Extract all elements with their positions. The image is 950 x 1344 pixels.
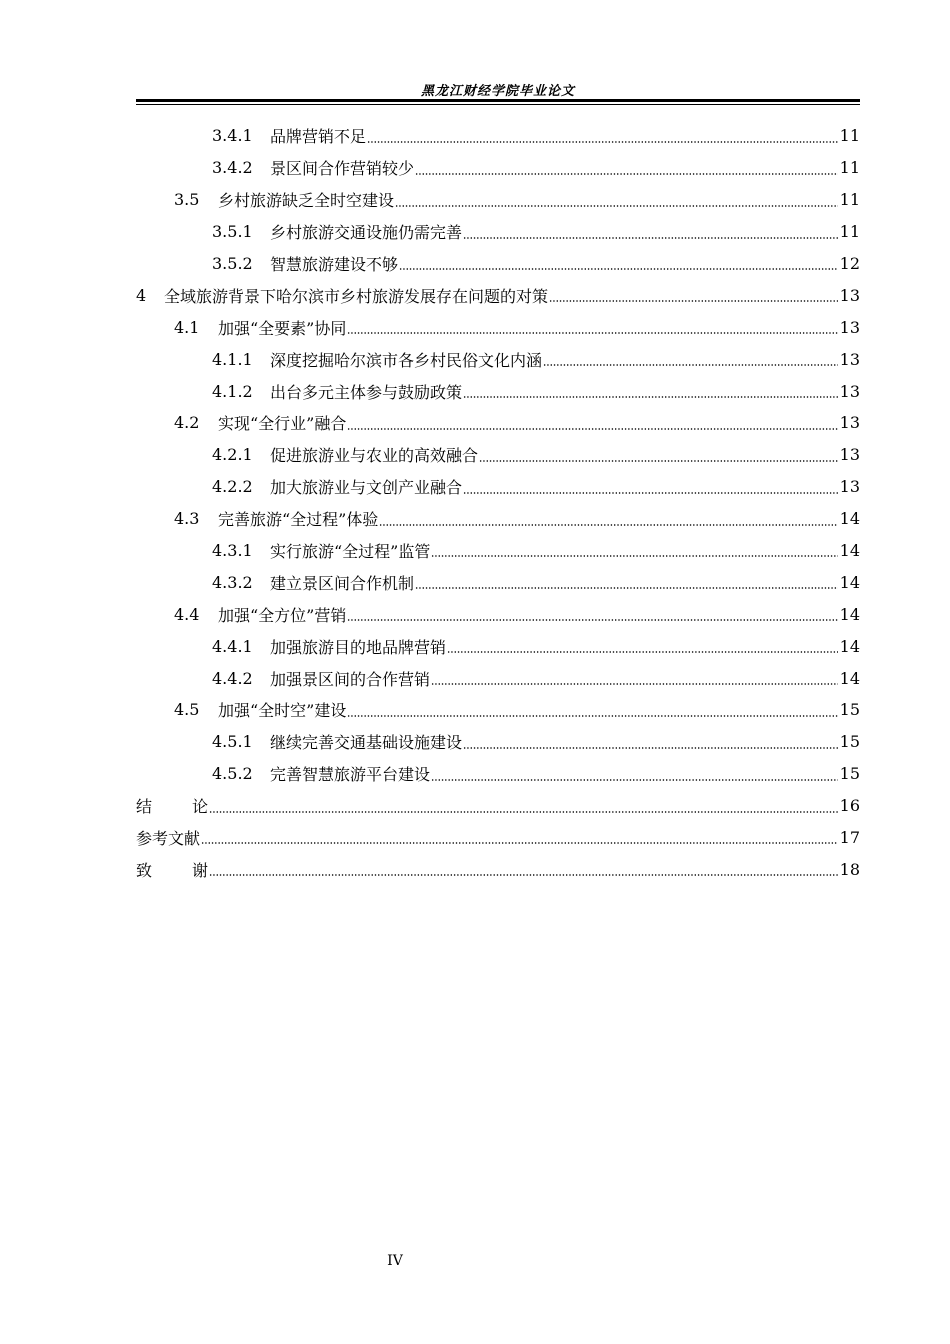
toc-number: 4.3 [174,509,200,529]
toc-title: 加强“全时空”建设 [218,701,347,721]
toc-leader [549,300,838,302]
toc-title-char: 论 [192,797,209,817]
toc-leader [379,524,837,526]
toc-leader [347,619,837,621]
toc-page: 14 [839,668,860,688]
toc-title: 完善旅游“全过程”体验 [218,510,379,530]
toc-leader [209,874,838,876]
toc-title-char: 结 [136,797,153,817]
toc-number: 4.3.2 [212,572,253,592]
toc-entry[interactable] [136,311,860,343]
toc-number: 4.4.1 [212,636,253,656]
toc-entry[interactable] [136,184,860,216]
toc-title: 完善智慧旅游平台建设 [270,765,431,785]
toc-title: 建立景区间合作机制 [270,573,415,593]
toc-entry[interactable] [136,407,860,439]
toc-page: 13 [839,413,860,433]
header-rule-thick [136,99,860,102]
toc-number: 4.1 [174,317,200,337]
toc-page: 13 [839,445,860,465]
toc-page: 13 [839,317,860,337]
toc-entry[interactable] [136,152,860,184]
toc-entry-references[interactable] [136,822,860,854]
toc-page: 14 [839,572,860,592]
toc-page: 14 [839,541,860,561]
toc-entry[interactable] [136,120,860,152]
toc-entry[interactable] [136,375,860,407]
toc-number: 4.5.2 [212,764,253,784]
toc-number: 3.5 [174,190,200,210]
toc-number: 4.2 [174,413,200,433]
toc-number: 4.5.1 [212,732,253,752]
toc-page: 15 [839,732,860,752]
toc-entry[interactable] [136,726,860,758]
document-header-title: 黑龙江财经学院毕业论文 [420,84,575,99]
toc-title: 加强“全要素”协同 [218,318,347,338]
table-of-contents [136,120,860,885]
toc-title: 促进旅游业与农业的高效融合 [270,446,479,466]
toc-entry[interactable] [136,566,860,598]
toc-entry[interactable] [136,216,860,248]
toc-leader [431,555,837,557]
toc-entry[interactable] [136,630,860,662]
toc-page: 13 [839,285,860,305]
toc-leader [479,460,838,462]
toc-entry[interactable] [136,503,860,535]
toc-leader [399,268,838,270]
toc-title: 景区间合作营销较少 [270,159,415,179]
toc-entry[interactable] [136,471,860,503]
toc-title: 实行旅游“全过程”监管 [270,542,431,562]
toc-number: 3.5.1 [212,222,253,242]
toc-number: 4 [136,285,147,305]
toc-page: 11 [839,222,860,242]
toc-title: 加大旅游业与文创产业融合 [270,478,463,498]
toc-entry[interactable] [136,758,860,790]
toc-page: 15 [839,700,860,720]
toc-title: 全域旅游背景下哈尔滨市乡村旅游发展存在问题的对策 [164,286,549,306]
toc-page: 13 [839,477,860,497]
toc-leader [543,364,838,366]
toc-entry-conclusion[interactable] [136,790,860,822]
page-number: IV [387,1253,403,1269]
toc-title: 加强“全方位”营销 [218,605,347,625]
toc-number: 3.4.2 [212,158,253,178]
toc-number: 4.3.1 [212,541,253,561]
toc-leader [201,842,838,844]
toc-page: 11 [839,158,860,178]
toc-leader [463,492,838,494]
toc-number: 4.4 [174,604,200,624]
toc-leader [463,396,838,398]
toc-title: 乡村旅游交通设施仍需完善 [270,223,463,243]
toc-entry[interactable] [136,535,860,567]
toc-leader [367,141,838,143]
toc-page: 12 [839,254,860,273]
toc-leader [347,428,837,430]
toc-title: 智慧旅游建设不够 [270,255,399,274]
toc-entry[interactable] [136,598,860,630]
toc-entry-acknowledgements[interactable] [136,853,860,885]
toc-leader [447,651,838,653]
toc-title: 继续完善交通基础设施建设 [270,733,463,753]
toc-number: 4.4.2 [212,668,253,688]
toc-page: 14 [839,604,860,624]
toc-number: 3.4.1 [212,126,253,146]
toc-title: 加强景区间的合作营销 [270,669,431,689]
toc-entry[interactable] [136,343,860,375]
toc-title: 深度挖掘哈尔滨市各乡村民俗文化内涵 [270,350,543,370]
toc-entry[interactable] [136,662,860,694]
toc-title-char: 致 [136,860,153,880]
toc-leader [209,811,838,813]
toc-leader [463,747,838,749]
toc-leader [431,779,838,781]
toc-page: 11 [839,190,860,210]
toc-entry[interactable] [136,279,860,311]
toc-number: 4.1.1 [212,349,253,369]
toc-number: 4.2.1 [212,445,253,465]
toc-title: 乡村旅游缺乏全时空建设 [218,191,395,211]
toc-title: 参考文献 [136,829,201,849]
toc-page: 14 [839,509,860,529]
toc-entry[interactable] [136,248,860,280]
toc-page: 16 [839,796,860,816]
toc-leader [347,715,837,717]
toc-page: 15 [839,764,860,784]
toc-entry[interactable] [136,694,860,726]
toc-leader [431,683,838,685]
toc-number: 4.2.2 [212,477,253,497]
toc-page: 18 [839,859,860,879]
toc-page: 17 [839,828,860,848]
toc-entry[interactable] [136,439,860,471]
toc-page: 13 [839,349,860,369]
toc-title: 实现“全行业”融合 [218,414,347,434]
toc-number: 4.5 [174,700,200,720]
toc-page: 14 [839,636,860,656]
toc-page: 11 [839,126,860,146]
toc-leader [347,332,837,334]
toc-title: 加强旅游目的地品牌营销 [270,637,447,657]
toc-title-char: 谢 [192,860,209,880]
toc-leader [415,173,838,175]
toc-leader [463,237,838,239]
toc-title: 出台多元主体参与鼓励政策 [270,382,463,402]
toc-leader [415,587,838,589]
toc-title: 品牌营销不足 [270,127,367,147]
toc-number: 3.5.2 [212,254,253,273]
header-rule-thin [136,104,860,105]
toc-leader [395,205,838,207]
toc-number: 4.1.2 [212,381,253,401]
toc-page: 13 [839,381,860,401]
